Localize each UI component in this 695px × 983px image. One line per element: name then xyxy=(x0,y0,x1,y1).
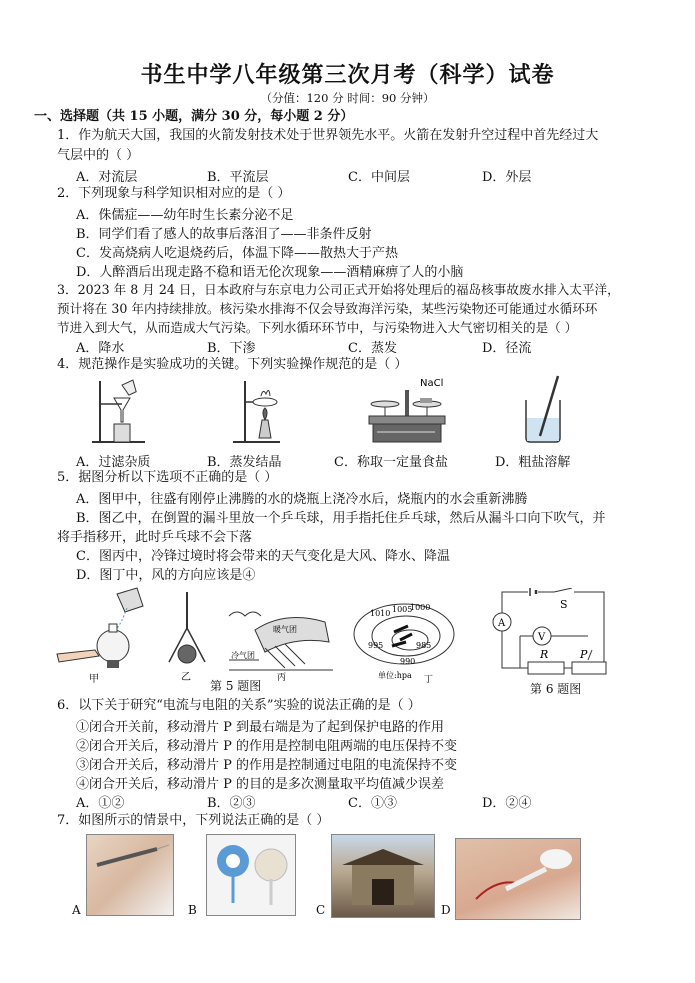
q6-item-1: ①闭合开关前，移动滑片 P 到最右端是为了起到保护电路的作用 xyxy=(76,720,445,735)
label-ding: 丁 xyxy=(424,675,434,685)
q1-option-b: B．平流层 xyxy=(207,170,269,185)
q1-line1: 1．作为航天大国，我国的火箭发射技术处于世界领先水平。火箭在发射升空过程中首先经过大 xyxy=(57,128,599,143)
q7-label-d: D xyxy=(441,903,451,917)
q3-line2: 预计将在 30 年内持续排放。核污染水排海不仅会导致海洋污染，某些污染物还可能通过水循环环 xyxy=(57,301,598,316)
q5-option-a: A．图甲中，往盛有刚停止沸腾的水的烧瓶上浇冷水后，烧瓶内的水会重新沸腾 xyxy=(76,492,528,507)
isobar-990: 990 xyxy=(400,657,416,666)
q4-option-d: D．粗盐溶解 xyxy=(495,455,571,470)
figure-yi xyxy=(165,588,213,683)
exam-subtitle: （分值：120 分 时间：90 分钟） xyxy=(260,91,435,105)
q3-line1: 3．2023 年 8 月 24 日，日本政府与东京电力公司正式开始将处理后的福岛核事故废水排入太平洋， xyxy=(57,282,620,297)
photo-gate xyxy=(331,834,435,918)
q1-option-c: C．中间层 xyxy=(348,170,410,185)
figure-ding xyxy=(348,596,458,686)
photo-injection xyxy=(86,834,174,916)
q6-item-3: ③闭合开关后，移动滑片 P 的作用是控制通过电阻的电流保持不变 xyxy=(76,758,458,773)
q3-line3: 节进入到大气，从而造成大气污染。下列水循环环节中，与污染物进入大气密切相关的是（ ） xyxy=(57,320,578,335)
q4-option-c: C．称取一定量食盐 xyxy=(334,455,448,470)
isobar-995: 995 xyxy=(368,641,384,650)
photo-suction-hooks xyxy=(206,834,296,916)
label-jia: 甲 xyxy=(89,674,99,684)
voltmeter-label: V xyxy=(538,632,546,643)
isobar-unit: 单位:hpa xyxy=(378,671,412,680)
q3-option-c: C．蒸发 xyxy=(348,341,397,356)
isobar-985: 985 xyxy=(416,641,432,650)
switch-label: S xyxy=(560,598,568,611)
q5-option-d: D．图丁中，风的方向应该是④ xyxy=(76,568,256,583)
dissolving-figure xyxy=(520,372,570,446)
isobar-1010: 1010 xyxy=(370,609,391,618)
figure-jia xyxy=(55,584,165,684)
slider-label: P xyxy=(580,648,588,661)
nacl-label: NaCl xyxy=(420,378,444,389)
q6-stem: 6．以下关于研究“电流与电阻的关系”实验的说法正确的是（ ） xyxy=(57,698,421,713)
isobar-1005: 1005 xyxy=(392,605,413,614)
q4-stem: 4．规范操作是实验成功的关键。下列实验操作规范的是（ ） xyxy=(57,357,408,372)
section-heading: 一、选择题（共 15 小题，满分 30 分，每小题 2 分） xyxy=(34,109,354,124)
q6-item-2: ②闭合开关后，移动滑片 P 的作用是控制电阻两端的电压保持不变 xyxy=(76,739,458,754)
q5-option-b-line2: 将手指移开，此时乒乓球不会下落 xyxy=(57,530,253,545)
q6-option-a: A．①② xyxy=(76,796,125,811)
q2-option-a: A．侏儒症——幼年时生长素分泌不足 xyxy=(76,208,294,223)
q4-option-b: B．蒸发结晶 xyxy=(207,455,282,470)
exam-title: 书生中学八年级第三次月考（科学）试卷 xyxy=(140,62,555,88)
q7-stem: 7．如图所示的情景中，下列说法正确的是（ ） xyxy=(57,813,330,828)
ammeter-label: A xyxy=(498,618,506,629)
q3-option-d: D．径流 xyxy=(482,341,532,356)
q1-option-d: D．外层 xyxy=(482,170,532,185)
q3-option-a: A．降水 xyxy=(76,341,125,356)
circuit-figure xyxy=(488,588,612,680)
caption-fig5: 第 5 题图 xyxy=(210,679,262,693)
isobar-1000: 1000 xyxy=(410,603,431,612)
q2-option-d: D．人醉酒后出现走路不稳和语无伦次现象——酒精麻痹了人的小脑 xyxy=(76,265,464,280)
figure-bing xyxy=(225,596,337,682)
q5-option-b-line1: B．图乙中，在倒置的漏斗里放一个乒乓球，用手指托住乒乓球，然后从漏斗口向下吹气，并 xyxy=(76,511,606,526)
q6-option-d: D．②④ xyxy=(482,796,532,811)
q6-item-4: ④闭合开关后，移动滑片 P 的目的是多次测量取平均值减少误差 xyxy=(76,777,445,792)
filtration-figure xyxy=(90,376,150,446)
q6-option-b: B．②③ xyxy=(207,796,256,811)
q2-option-b: B．同学们看了感人的故事后落泪了——非条件反射 xyxy=(76,227,372,242)
caption-fig6: 第 6 题图 xyxy=(530,682,582,696)
q5-option-c: C．图丙中，冷锋过境时将会带来的天气变化是大风、降水、降温 xyxy=(76,549,450,564)
q6-option-c: C．①③ xyxy=(348,796,397,811)
photo-blood-draw xyxy=(455,838,581,920)
label-warm: 暖气团 xyxy=(273,625,297,634)
q7-label-c: C xyxy=(316,903,326,917)
balance-figure xyxy=(365,376,455,446)
label-bing: 丙 xyxy=(277,673,287,682)
q1-line2: 气层中的（ ） xyxy=(57,148,140,163)
q2-stem: 2．下列现象与科学知识相对应的是（ ） xyxy=(57,186,291,201)
q7-label-a: A xyxy=(72,903,81,917)
label-yi: 乙 xyxy=(181,672,191,683)
q2-option-c: C．发高烧病人吃退烧药后，体温下降——散热大于产热 xyxy=(76,246,398,261)
q7-label-b: B xyxy=(188,903,197,917)
label-cold: 冷气团 xyxy=(231,651,255,660)
resistor-label: R xyxy=(540,648,549,661)
q3-option-b: B．下渗 xyxy=(207,341,256,356)
evaporation-figure xyxy=(225,376,285,446)
q1-option-a: A．对流层 xyxy=(76,170,138,185)
q5-stem: 5．据图分析以下选项不正确的是（ ） xyxy=(57,470,278,485)
q4-option-a: A．过滤杂质 xyxy=(76,455,151,470)
